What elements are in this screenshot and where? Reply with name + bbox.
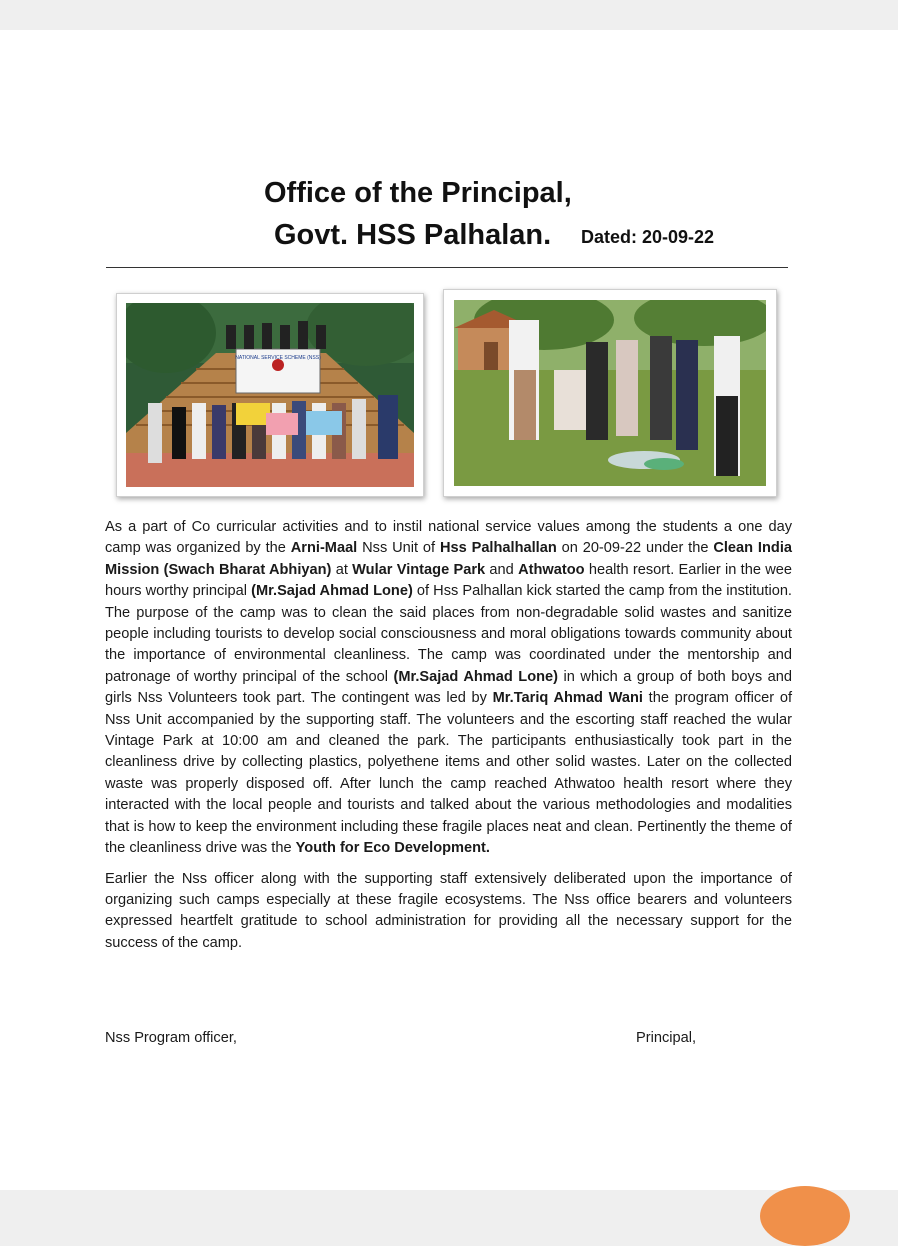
report-paragraph-2: Earlier the Nss officer along with the supporting staff extensively deliberated upon the importance of organizing such camps especially at these fragile ecosystems. The Nss office bearers and volunteers expressed heartfelt gratitude to school administration for providing all the necessary support for the success of the camp.	[105, 870, 792, 951]
signature-program-officer: Nss Program officer,	[105, 1030, 237, 1046]
group-photo	[116, 293, 424, 497]
text-run: of Hss Palhallan kick started the camp from the institution. The purpose of the camp was to clean the said places from non-degradable solid wastes and sanitize people including tourists to develop social consciousness and moral obligations towards community about the importance of environmental cleanliness. The camp was coordinated under the mentorship and patronage of worthy principal of the school	[105, 583, 792, 685]
text-run: and	[485, 561, 519, 578]
report-paragraph-1	[105, 517, 792, 860]
bold-text-run: Wular Vintage Park	[352, 561, 486, 578]
office-title: Office of the Principal,	[264, 177, 572, 209]
bold-text-run: (Mr.Sajad Ahmad Lone)	[251, 583, 413, 600]
date-label: Dated: 20-09-22	[581, 227, 715, 247]
report-body	[105, 517, 792, 963]
bold-text-run: Mr.Tariq Ahmad Wani	[492, 690, 643, 707]
cleanup-photo-image	[454, 300, 766, 486]
bold-text-run: Youth for Eco Development.	[295, 840, 490, 857]
bold-text-run: Hss Palhalhallan	[439, 540, 557, 557]
school-name: Govt. HSS Palhalan.	[274, 219, 552, 251]
bold-text-run: Arni-Maal	[290, 540, 358, 557]
bold-text-run: Athwatoo	[518, 561, 585, 578]
text-run: the program officer of Nss Unit accompanied by the supporting staff. The volunteers and the escorting staff reached the wular Vintage Park at 10:00 am and cleaned the park. The participants enthusiastically took part in the cleanliness drive by collecting plastics, polyethene items and other solid wastes. Later on the collected waste was properly disposed off. After lunch the camp reached Athwatoo health resort where they interacted with the local people and tourists and talked about the various methodologies and modalities that is how to keep the environment including these fragile places neat and clean. Pertinently the theme of the cleanliness drive was the	[105, 690, 792, 857]
text-run: at	[331, 561, 353, 578]
signature-principal: Principal,	[636, 1030, 697, 1046]
text-run: on 20-09-22 under the	[556, 540, 714, 557]
group-photo-image	[126, 303, 414, 487]
text-run: As a part of Co curricular activities and to instil national service values among the students a one day camp was organized by the	[105, 519, 792, 557]
bold-text-run: Clean India Mission (Swach Bharat Abhiyan)	[105, 540, 792, 578]
text-run: Nss Unit of	[357, 540, 440, 557]
document-page	[0, 30, 898, 1190]
text-run: in which a group of both boys and girls Nss Volunteers took part. The contingent was led by	[105, 668, 792, 707]
text-run: health resort. Earlier in the wee hours worthy principal	[105, 561, 792, 600]
cleanup-photo	[443, 289, 777, 497]
banner-text: NATIONAL SERVICE SCHEME (NSS)	[235, 355, 321, 361]
overlay-button[interactable]	[760, 1186, 850, 1246]
bold-text-run: (Mr.Sajad Ahmad Lone)	[393, 668, 559, 685]
header-divider	[106, 267, 788, 268]
